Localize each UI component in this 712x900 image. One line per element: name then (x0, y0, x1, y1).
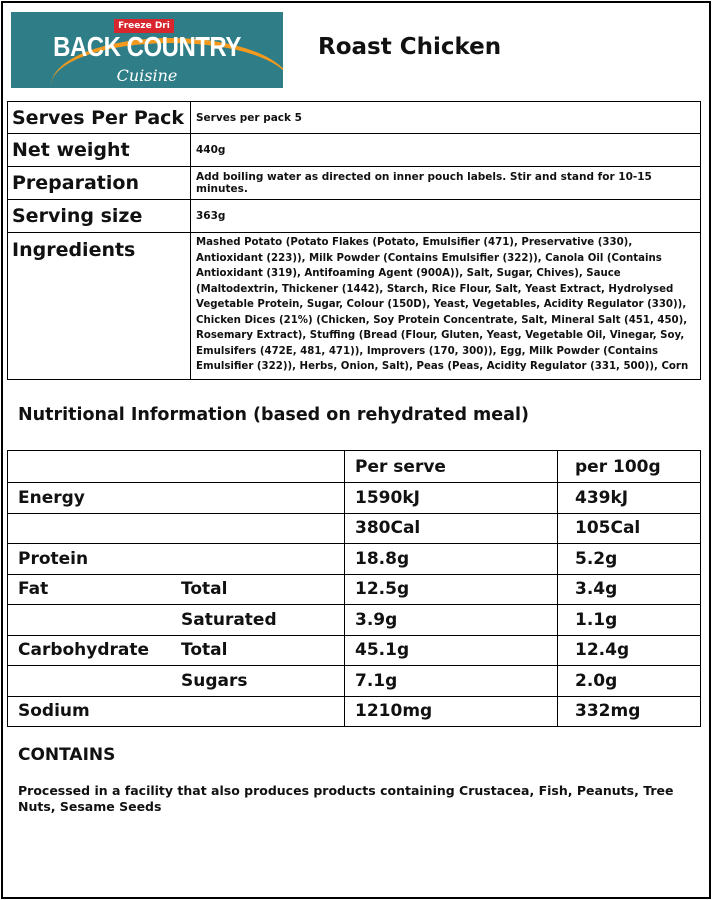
header-blank (8, 451, 182, 483)
nutrition-row (8, 574, 701, 605)
contains-heading: CONTAINS (18, 745, 116, 765)
nutrient-sub: Total (181, 635, 345, 666)
nutrient-sub: Total (181, 574, 345, 605)
per-serve-value: 1210mg (345, 696, 558, 727)
per-serve-value: 12.5g (345, 574, 558, 605)
header-per-100g: per 100g (558, 451, 701, 483)
per-100g-value: 5.2g (558, 544, 701, 575)
nutrient-name (8, 605, 182, 636)
nutrition-row (8, 696, 701, 727)
nutrition-row (8, 513, 701, 544)
nutrient-name (8, 513, 182, 544)
info-row-preparation (8, 167, 701, 200)
logo-sub-text: Cuisine (116, 66, 178, 85)
per-100g-value: 332mg (558, 696, 701, 727)
net-weight-value: 440g (191, 134, 701, 167)
nutrient-name: Protein (8, 544, 182, 575)
brand-logo (11, 12, 283, 88)
nutrition-row (8, 544, 701, 575)
nutrient-sub: Sugars (181, 666, 345, 697)
per-100g-value: 3.4g (558, 574, 701, 605)
nutrient-sub (181, 513, 345, 544)
serves-label: Serves Per Pack (8, 102, 191, 134)
nutrient-name: Energy (8, 483, 182, 514)
ingredients-label: Ingredients (8, 233, 191, 380)
nutrient-name: Carbohydrate (8, 635, 182, 666)
preparation-label: Preparation (8, 167, 191, 200)
per-serve-value: 1590kJ (345, 483, 558, 514)
contains-text: Processed in a facility that also produces products containing Crustacea, Fish, Peanuts, Tree Nuts, Sesame Seeds (18, 783, 674, 814)
per-serve-value: 45.1g (345, 635, 558, 666)
nutrition-row (8, 605, 701, 636)
serving-size-value: 363g (191, 200, 701, 233)
per-100g-value: 105Cal (558, 513, 701, 544)
nutrition-header-row (8, 451, 701, 483)
product-info-table (7, 101, 701, 380)
nutrient-sub (181, 696, 345, 727)
logo-badge: Freeze Dri (114, 19, 174, 33)
info-row-serves (8, 102, 701, 134)
nutrient-name: Fat (8, 574, 182, 605)
nutrition-heading: Nutritional Information (based on rehydrated meal) (18, 405, 529, 425)
per-serve-value: 7.1g (345, 666, 558, 697)
header-per-serve: Per serve (345, 451, 558, 483)
info-row-ingredients (8, 233, 701, 380)
nutrition-row (8, 483, 701, 514)
per-serve-value: 3.9g (345, 605, 558, 636)
nutrition-table (7, 450, 701, 727)
nutrient-name: Sodium (8, 696, 182, 727)
nutrient-sub (181, 483, 345, 514)
nutrition-row (8, 635, 701, 666)
per-100g-value: 1.1g (558, 605, 701, 636)
header-blank-2 (181, 451, 345, 483)
per-100g-value: 439kJ (558, 483, 701, 514)
per-100g-value: 2.0g (558, 666, 701, 697)
info-row-net-weight (8, 134, 701, 167)
per-serve-value: 18.8g (345, 544, 558, 575)
per-serve-value: 380Cal (345, 513, 558, 544)
ingredients-value: Mashed Potato (Potato Flakes (Potato, Emulsifier (471), Preservative (330), Antioxidant (223)), Milk Powder (Contains Emulsifier (322)), Canola Oil (Contains Antioxidant (319), Antifoaming Agent (900A)), Salt, Sugar, Chives), Sauce (Maltodextrin, Thickener (1442), Starch, Rice Flour, Salt, Yeast Extract, Hydrolysed Vegetable Protein, Sugar, Colour (150D), Yeast, Vegetables, Acidity Regulator (330)), Chicken Dices (21%) (Chicken, Soy Protein Concentrate, Salt, Mineral Salt (451, 450), Rosemary Extract), Stuffing (Bread (Flour, Gluten, Yeast, Vegetable Oil, Vinegar, Soy, Emulsifers (472E, 481, 471)), Improvers (170, 300)), Egg, Milk Powder (Contains Emulsifier (322)), Herbs, Onion, Salt), Peas (Peas, Acidity Regulator (331, 500)), Corn (191, 233, 701, 380)
serving-size-label: Serving size (8, 200, 191, 233)
serves-value: Serves per pack 5 (191, 102, 701, 134)
nutrient-name (8, 666, 182, 697)
product-title: Roast Chicken (318, 34, 502, 60)
logo-brand-text: BACK COUNTRY (53, 31, 241, 63)
per-100g-value: 12.4g (558, 635, 701, 666)
nutrient-sub: Saturated (181, 605, 345, 636)
net-weight-label: Net weight (8, 134, 191, 167)
preparation-value: Add boiling water as directed on inner pouch labels. Stir and stand for 10-15 minutes. (191, 167, 701, 200)
info-row-serving-size (8, 200, 701, 233)
nutrient-sub (181, 544, 345, 575)
nutrition-row (8, 666, 701, 697)
